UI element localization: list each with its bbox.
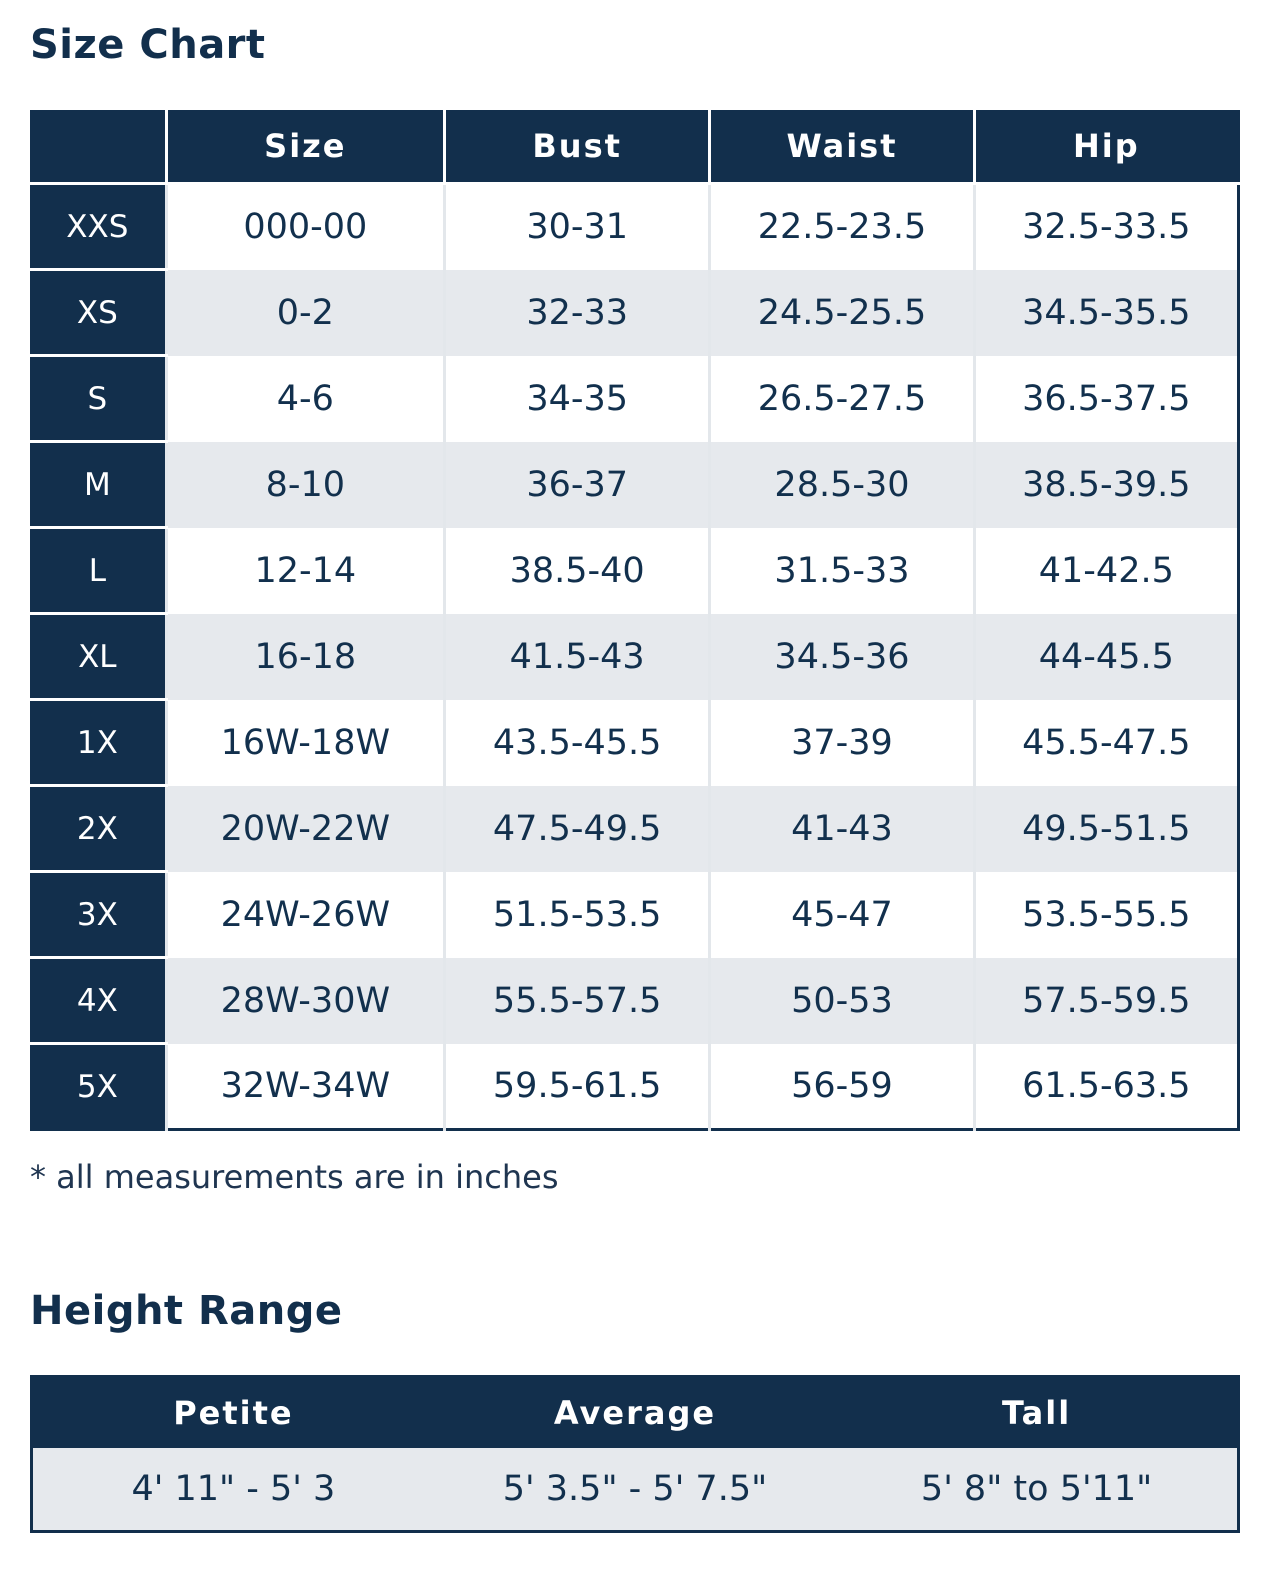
size-label-cell: L xyxy=(30,528,166,614)
hip-cell: 61.5-63.5 xyxy=(974,1044,1238,1130)
waist-cell: 22.5-23.5 xyxy=(710,184,974,270)
hip-cell: 45.5-47.5 xyxy=(974,700,1238,786)
size-cell: 0-2 xyxy=(166,270,444,356)
size-cell: 16-18 xyxy=(166,614,444,700)
size-chart-table xyxy=(30,110,1240,1131)
size-chart-row xyxy=(30,356,1239,442)
bust-cell: 51.5-53.5 xyxy=(445,872,710,958)
waist-cell: 28.5-30 xyxy=(710,442,974,528)
size-label-cell: XXS xyxy=(30,184,166,270)
hip-cell: 32.5-33.5 xyxy=(974,184,1238,270)
height-range-table xyxy=(30,1375,1240,1533)
size-chart-title: Size Chart xyxy=(30,22,266,68)
hip-cell: 44-45.5 xyxy=(974,614,1238,700)
size-label-cell: 4X xyxy=(30,958,166,1044)
size-label-cell: S xyxy=(30,356,166,442)
waist-cell: 50-53 xyxy=(710,958,974,1044)
height-range-row xyxy=(32,1448,1239,1532)
size-column-header: Size xyxy=(166,110,444,184)
hip-cell: 49.5-51.5 xyxy=(974,786,1238,872)
hip-cell: 53.5-55.5 xyxy=(974,872,1238,958)
size-chart-row xyxy=(30,958,1239,1044)
height-range-title: Height Range xyxy=(30,1288,343,1334)
size-chart-row xyxy=(30,872,1239,958)
size-label-cell: M xyxy=(30,442,166,528)
size-chart-header-row xyxy=(30,110,1239,184)
hip-cell: 57.5-59.5 xyxy=(974,958,1238,1044)
waist-cell: 26.5-27.5 xyxy=(710,356,974,442)
size-chart-row xyxy=(30,1044,1239,1130)
size-chart-row xyxy=(30,270,1239,356)
size-chart-row xyxy=(30,442,1239,528)
size-cell: 12-14 xyxy=(166,528,444,614)
size-cell: 24W-26W xyxy=(166,872,444,958)
bust-cell: 43.5-45.5 xyxy=(445,700,710,786)
size-cell: 000-00 xyxy=(166,184,444,270)
size-cell: 28W-30W xyxy=(166,958,444,1044)
waist-cell: 24.5-25.5 xyxy=(710,270,974,356)
size-cell: 32W-34W xyxy=(166,1044,444,1130)
petite-column-header: Petite xyxy=(32,1377,434,1449)
waist-cell: 41-43 xyxy=(710,786,974,872)
waist-cell: 45-47 xyxy=(710,872,974,958)
waist-cell: 34.5-36 xyxy=(710,614,974,700)
size-chart-row xyxy=(30,528,1239,614)
size-label-cell: 1X xyxy=(30,700,166,786)
size-label-cell: XL xyxy=(30,614,166,700)
size-chart-row xyxy=(30,184,1239,270)
height-range-header-row xyxy=(32,1377,1239,1449)
tall-column-header: Tall xyxy=(836,1377,1238,1449)
bust-column-header: Bust xyxy=(445,110,710,184)
size-chart-row xyxy=(30,786,1239,872)
bust-cell: 55.5-57.5 xyxy=(445,958,710,1044)
bust-cell: 47.5-49.5 xyxy=(445,786,710,872)
hip-cell: 41-42.5 xyxy=(974,528,1238,614)
hip-cell: 34.5-35.5 xyxy=(974,270,1238,356)
waist-cell: 31.5-33 xyxy=(710,528,974,614)
size-label-cell: XS xyxy=(30,270,166,356)
waist-cell: 56-59 xyxy=(710,1044,974,1130)
bust-cell: 34-35 xyxy=(445,356,710,442)
waist-cell: 37-39 xyxy=(710,700,974,786)
size-chart-row xyxy=(30,614,1239,700)
hip-cell: 38.5-39.5 xyxy=(974,442,1238,528)
size-cell: 4-6 xyxy=(166,356,444,442)
average-height-cell: 5' 3.5" - 5' 7.5" xyxy=(434,1448,836,1532)
waist-column-header: Waist xyxy=(710,110,974,184)
size-cell: 20W-22W xyxy=(166,786,444,872)
size-chart-corner-header xyxy=(30,110,166,184)
size-label-cell: 3X xyxy=(30,872,166,958)
average-column-header: Average xyxy=(434,1377,836,1449)
measurement-note: * all measurements are in inches xyxy=(30,1158,559,1196)
size-label-cell: 5X xyxy=(30,1044,166,1130)
size-cell: 8-10 xyxy=(166,442,444,528)
size-label-cell: 2X xyxy=(30,786,166,872)
size-cell: 16W-18W xyxy=(166,700,444,786)
bust-cell: 32-33 xyxy=(445,270,710,356)
bust-cell: 59.5-61.5 xyxy=(445,1044,710,1130)
bust-cell: 36-37 xyxy=(445,442,710,528)
hip-cell: 36.5-37.5 xyxy=(974,356,1238,442)
bust-cell: 30-31 xyxy=(445,184,710,270)
bust-cell: 41.5-43 xyxy=(445,614,710,700)
tall-height-cell: 5' 8" to 5'11" xyxy=(836,1448,1238,1532)
bust-cell: 38.5-40 xyxy=(445,528,710,614)
hip-column-header: Hip xyxy=(974,110,1238,184)
size-chart-row xyxy=(30,700,1239,786)
petite-height-cell: 4' 11" - 5' 3 xyxy=(32,1448,434,1532)
